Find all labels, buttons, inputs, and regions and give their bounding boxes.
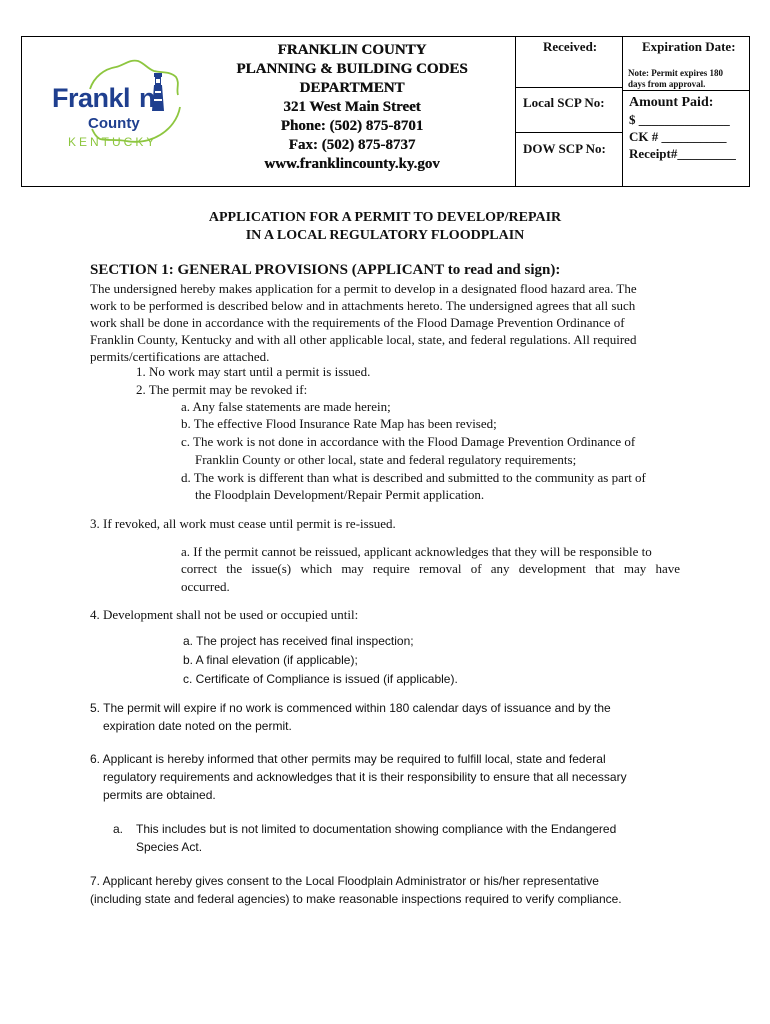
title-line-2: IN A LOCAL REGULATORY FLOODPLAIN <box>245 228 525 243</box>
provision-2c-line-2: Franklin County or other local, state and federal regulatory requirements; <box>195 452 577 467</box>
office-department: DEPARTMENT <box>299 80 405 96</box>
office-county: FRANKLIN COUNTY <box>277 42 427 58</box>
provision-2d-line-1: d. The work is different than what is described and submitted to the community as part of <box>181 470 646 485</box>
divider-horizontal-2 <box>515 132 623 133</box>
intro-line-3: work shall be done in accordance with the requirements of the Flood Damage Prevention Ordinance of <box>90 315 625 330</box>
provision-4: 4. Development shall not be used or occupied until: <box>90 607 359 622</box>
logo-word-county: County <box>88 115 140 132</box>
logo-word-franklin: Frankl <box>52 83 131 113</box>
office-info <box>187 41 517 174</box>
expiration-note-line-1: Note: Permit expires 180 <box>628 68 724 78</box>
intro-line-4: Franklin County, Kentucky and with all other applicable local, state, and federal regulations. All required <box>90 332 637 347</box>
office-phone: Phone: (502) 875-8701 <box>280 118 424 134</box>
document-title <box>0 209 770 245</box>
intro-line-1: The undersigned hereby makes application for a permit to develop in a designated flood hazard area. The <box>90 281 637 296</box>
provision-2: 2. The permit may be revoked if: <box>136 382 308 397</box>
office-address: 321 West Main Street <box>283 99 421 115</box>
received-label: Received: <box>543 39 598 54</box>
logo-word-franklin-tail: n <box>139 83 156 113</box>
provision-3a-line-1: a. If the permit cannot be reissued, applicant acknowledges that they will be responsible to <box>181 544 652 559</box>
provision-2d-line-2: the Floodplain Development/Repair Permit application. <box>195 487 485 502</box>
title-line-1: APPLICATION FOR A PERMIT TO DEVELOP/REPAIR <box>208 210 562 225</box>
provision-6a-label: a. <box>113 822 124 836</box>
provision-3a-line-2: correct the issue(s) which may require removal of any development that may have <box>181 561 680 576</box>
provision-2b: b. The effective Flood Insurance Rate Map has been revised; <box>181 416 497 431</box>
office-fax: Fax: (502) 875-8737 <box>288 137 416 153</box>
provision-4b: b. A final elevation (if applicable); <box>183 653 358 667</box>
provision-6-line-3: permits are obtained. <box>103 788 216 802</box>
amount-paid-label: Amount Paid: <box>629 95 714 110</box>
provision-5-line-2: expiration date noted on the permit. <box>103 719 292 733</box>
provision-3: 3. If revoked, all work must cease until permit is re-issued. <box>90 516 396 531</box>
franklin-county-logo <box>52 49 192 161</box>
provision-2c-line-1: c. The work is not done in accordance with the Flood Damage Prevention Ordinance of <box>181 434 636 449</box>
expiration-note-line-2: days from approval. <box>628 79 706 89</box>
expiration-note <box>628 68 723 90</box>
provision-4c: c. Certificate of Compliance is issued (if applicable). <box>183 672 458 686</box>
logo-word-kentucky: KENTUCKY <box>68 135 158 149</box>
provision-6a-line-1: This includes but is not limited to documentation showing compliance with the Endangered <box>136 822 617 836</box>
office-website: www.franklincounty.ky.gov <box>264 156 440 172</box>
provision-7-line-2: (including state and federal agencies) to make reasonable inspections required to verify compliance. <box>90 892 622 906</box>
intro-line-5: permits/certifications are attached. <box>90 349 270 364</box>
divider-horizontal-3 <box>622 90 750 91</box>
provision-4a: a. The project has received final inspection; <box>183 634 414 648</box>
office-department-name: PLANNING & BUILDING CODES <box>236 61 468 77</box>
amount-line: $ ______________ <box>629 112 730 127</box>
dow-scp-label: DOW SCP No: <box>523 141 606 156</box>
provision-6-line-1: 6. Applicant is hereby informed that other permits may be required to fulfill local, state and federal <box>90 752 606 766</box>
divider-horizontal-1 <box>515 87 623 88</box>
provision-1: 1. No work may start until a permit is issued. <box>136 364 371 379</box>
local-scp-label: Local SCP No: <box>523 95 605 110</box>
provision-6a-line-2: Species Act. <box>136 840 203 854</box>
divider-vertical-1 <box>515 36 516 187</box>
expiration-date-label: Expiration Date: <box>642 39 736 54</box>
provision-3a-line-3: occurred. <box>181 579 230 594</box>
header-box <box>21 36 750 187</box>
provision-5-line-1: 5. The permit will expire if no work is commenced within 180 calendar days of issuance and by the <box>90 701 611 715</box>
amount-paid-block <box>629 94 736 162</box>
receipt-line: Receipt#_________ <box>629 146 736 161</box>
section-1-heading: SECTION 1: GENERAL PROVISIONS (APPLICANT to read and sign): <box>90 262 561 278</box>
provision-6-line-2: regulatory requirements and acknowledges that it is their responsibility to ensure that all necessary <box>103 770 627 784</box>
provision-7-line-1: 7. Applicant hereby gives consent to the Local Floodplain Administrator or his/her representative <box>90 874 599 888</box>
provision-2a: a. Any false statements are made herein; <box>181 399 391 414</box>
intro-paragraph <box>90 280 637 365</box>
divider-vertical-2 <box>622 36 623 187</box>
check-number-line: CK # __________ <box>629 129 727 144</box>
intro-line-2: work to be performed is described below and in attachments hereto. The undersigned agrees that all such <box>90 298 636 313</box>
